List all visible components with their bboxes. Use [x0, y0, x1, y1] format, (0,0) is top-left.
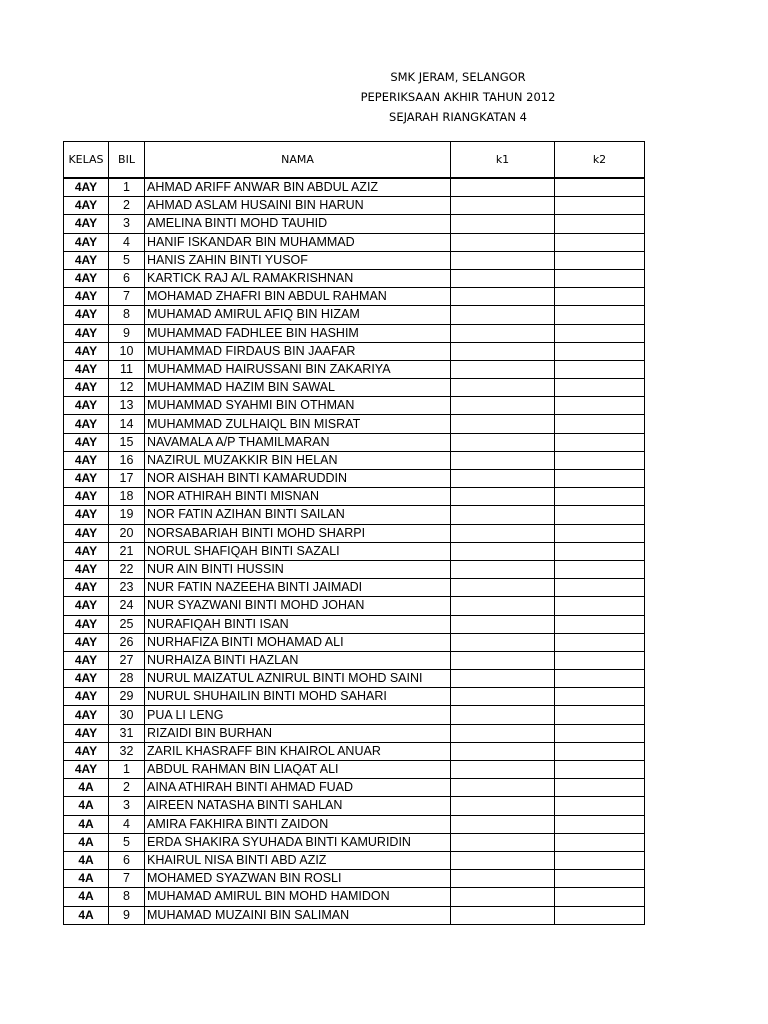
nama-cell: MUHAMMAD HAZIM BIN SAWAL — [145, 379, 451, 397]
k2-cell — [555, 233, 645, 251]
bil-cell: 9 — [109, 324, 145, 342]
k1-cell — [451, 178, 555, 197]
k1-cell — [451, 615, 555, 633]
k1-cell — [451, 269, 555, 287]
column-header-k2: k2 — [555, 142, 645, 179]
bil-cell: 20 — [109, 524, 145, 542]
bil-cell: 16 — [109, 451, 145, 469]
k1-cell — [451, 379, 555, 397]
k2-cell — [555, 779, 645, 797]
bil-cell: 8 — [109, 888, 145, 906]
k1-cell — [451, 761, 555, 779]
nama-cell: NOR ATHIRAH BINTI MISNAN — [145, 488, 451, 506]
bil-cell: 28 — [109, 670, 145, 688]
kelas-cell: 4A — [64, 815, 109, 833]
k2-cell — [555, 906, 645, 924]
k1-cell — [451, 542, 555, 560]
k2-cell — [555, 888, 645, 906]
nama-cell: ERDA SHAKIRA SYUHADA BINTI KAMURIDIN — [145, 833, 451, 851]
kelas-cell: 4AY — [64, 633, 109, 651]
bil-cell: 11 — [109, 360, 145, 378]
nama-cell: HANIS ZAHIN BINTI YUSOF — [145, 251, 451, 269]
kelas-cell: 4A — [64, 779, 109, 797]
kelas-cell: 4AY — [64, 178, 109, 197]
k1-cell — [451, 342, 555, 360]
kelas-cell: 4AY — [64, 488, 109, 506]
table-row — [64, 797, 645, 815]
bil-cell: 7 — [109, 288, 145, 306]
column-header-nama: NAMA — [145, 142, 451, 179]
table-header-row — [64, 142, 645, 179]
k1-cell — [451, 197, 555, 215]
table-row — [64, 724, 645, 742]
bil-cell: 9 — [109, 906, 145, 924]
nama-cell: RIZAIDI BIN BURHAN — [145, 724, 451, 742]
kelas-cell: 4AY — [64, 288, 109, 306]
kelas-cell: 4AY — [64, 470, 109, 488]
k2-cell — [555, 251, 645, 269]
table-row — [64, 251, 645, 269]
table-row — [64, 379, 645, 397]
nama-cell: MUHAMAD AMIRUL BIN MOHD HAMIDON — [145, 888, 451, 906]
table-row — [64, 324, 645, 342]
k2-cell — [555, 560, 645, 578]
bil-cell: 12 — [109, 379, 145, 397]
k2-cell — [555, 542, 645, 560]
k2-cell — [555, 306, 645, 324]
table-row — [64, 651, 645, 669]
nama-cell: MUHAMAD AMIRUL AFIQ BIN HIZAM — [145, 306, 451, 324]
bil-cell: 4 — [109, 233, 145, 251]
k1-cell — [451, 888, 555, 906]
table-row — [64, 506, 645, 524]
table-row — [64, 524, 645, 542]
bil-cell: 22 — [109, 560, 145, 578]
k1-cell — [451, 251, 555, 269]
k2-cell — [555, 433, 645, 451]
kelas-cell: 4AY — [64, 251, 109, 269]
nama-cell: MUHAMMAD FIRDAUS BIN JAAFAR — [145, 342, 451, 360]
k2-cell — [555, 269, 645, 287]
bil-cell: 14 — [109, 415, 145, 433]
table-row — [64, 597, 645, 615]
kelas-cell: 4AY — [64, 506, 109, 524]
kelas-cell: 4AY — [64, 542, 109, 560]
nama-cell: MUHAMMAD HAIRUSSANI BIN ZAKARIYA — [145, 360, 451, 378]
k1-cell — [451, 906, 555, 924]
k2-cell — [555, 324, 645, 342]
k2-cell — [555, 342, 645, 360]
k1-cell — [451, 815, 555, 833]
kelas-cell: 4A — [64, 906, 109, 924]
k2-cell — [555, 488, 645, 506]
nama-cell: NUR AIN BINTI HUSSIN — [145, 560, 451, 578]
table-row — [64, 488, 645, 506]
k1-cell — [451, 506, 555, 524]
k1-cell — [451, 360, 555, 378]
kelas-cell: 4A — [64, 888, 109, 906]
nama-cell: MUHAMAD MUZAINI BIN SALIMAN — [145, 906, 451, 924]
kelas-cell: 4AY — [64, 215, 109, 233]
kelas-cell: 4AY — [64, 233, 109, 251]
exam-title: PEPERIKSAAN AKHIR TAHUN 2012 — [360, 90, 556, 104]
kelas-cell: 4AY — [64, 197, 109, 215]
kelas-cell: 4AY — [64, 451, 109, 469]
kelas-cell: 4A — [64, 797, 109, 815]
kelas-cell: 4AY — [64, 761, 109, 779]
nama-cell: AHMAD ARIFF ANWAR BIN ABDUL AZIZ — [145, 178, 451, 197]
table-row — [64, 870, 645, 888]
kelas-cell: 4AY — [64, 269, 109, 287]
nama-cell: NUR FATIN NAZEEHA BINTI JAIMADI — [145, 579, 451, 597]
k1-cell — [451, 415, 555, 433]
k1-cell — [451, 288, 555, 306]
nama-cell: NAVAMALA A/P THAMILMARAN — [145, 433, 451, 451]
kelas-cell: 4AY — [64, 415, 109, 433]
nama-cell: NURHAFIZA BINTI MOHAMAD ALI — [145, 633, 451, 651]
k2-cell — [555, 415, 645, 433]
nama-cell: AHMAD ASLAM HUSAINI BIN HARUN — [145, 197, 451, 215]
kelas-cell: 4A — [64, 851, 109, 869]
kelas-cell: 4AY — [64, 342, 109, 360]
k1-cell — [451, 560, 555, 578]
k1-cell — [451, 779, 555, 797]
table-row — [64, 233, 645, 251]
bil-cell: 26 — [109, 633, 145, 651]
k2-cell — [555, 742, 645, 760]
nama-cell: MUHAMMAD SYAHMI BIN OTHMAN — [145, 397, 451, 415]
column-header-k1: k1 — [451, 142, 555, 179]
kelas-cell: 4AY — [64, 651, 109, 669]
bil-cell: 8 — [109, 306, 145, 324]
k2-cell — [555, 506, 645, 524]
table-row — [64, 178, 645, 197]
table-row — [64, 688, 645, 706]
table-row — [64, 433, 645, 451]
k1-cell — [451, 651, 555, 669]
bil-cell: 31 — [109, 724, 145, 742]
kelas-cell: 4AY — [64, 324, 109, 342]
k1-cell — [451, 488, 555, 506]
nama-cell: ABDUL RAHMAN BIN LIAQAT ALI — [145, 761, 451, 779]
k1-cell — [451, 524, 555, 542]
nama-cell: NURHAIZA BINTI HAZLAN — [145, 651, 451, 669]
k2-cell — [555, 870, 645, 888]
table-row — [64, 542, 645, 560]
table-row — [64, 451, 645, 469]
nama-cell: NURAFIQAH BINTI ISAN — [145, 615, 451, 633]
k1-cell — [451, 579, 555, 597]
bil-cell: 19 — [109, 506, 145, 524]
k1-cell — [451, 833, 555, 851]
k2-cell — [555, 379, 645, 397]
school-name: SMK JERAM, SELANGOR — [390, 70, 526, 84]
k2-cell — [555, 397, 645, 415]
bil-cell: 3 — [109, 797, 145, 815]
nama-cell: HANIF ISKANDAR BIN MUHAMMAD — [145, 233, 451, 251]
k2-cell — [555, 670, 645, 688]
k2-cell — [555, 815, 645, 833]
document-header — [300, 67, 616, 127]
k2-cell — [555, 597, 645, 615]
k2-cell — [555, 524, 645, 542]
nama-cell: KHAIRUL NISA BINTI ABD AZIZ — [145, 851, 451, 869]
k2-cell — [555, 797, 645, 815]
k1-cell — [451, 433, 555, 451]
k1-cell — [451, 742, 555, 760]
nama-cell: NOR FATIN AZIHAN BINTI SAILAN — [145, 506, 451, 524]
student-table — [63, 141, 645, 925]
table-row — [64, 742, 645, 760]
table-body — [64, 178, 645, 924]
k1-cell — [451, 451, 555, 469]
k2-cell — [555, 851, 645, 869]
table-row — [64, 470, 645, 488]
table-row — [64, 779, 645, 797]
nama-cell: AMELINA BINTI MOHD TAUHID — [145, 215, 451, 233]
k2-cell — [555, 688, 645, 706]
bil-cell: 1 — [109, 761, 145, 779]
table-row — [64, 833, 645, 851]
k1-cell — [451, 797, 555, 815]
bil-cell: 15 — [109, 433, 145, 451]
nama-cell: NOR AISHAH BINTI KAMARUDDIN — [145, 470, 451, 488]
table-row — [64, 215, 645, 233]
k1-cell — [451, 724, 555, 742]
kelas-cell: 4A — [64, 833, 109, 851]
nama-cell: PUA LI LENG — [145, 706, 451, 724]
table-row — [64, 306, 645, 324]
k2-cell — [555, 470, 645, 488]
table-row — [64, 579, 645, 597]
bil-cell: 3 — [109, 215, 145, 233]
table-row — [64, 815, 645, 833]
nama-cell: ZARIL KHASRAFF BIN KHAIROL ANUAR — [145, 742, 451, 760]
nama-cell: NUR SYAZWANI BINTI MOHD JOHAN — [145, 597, 451, 615]
bil-cell: 25 — [109, 615, 145, 633]
k2-cell — [555, 215, 645, 233]
k2-cell — [555, 706, 645, 724]
table-row — [64, 615, 645, 633]
kelas-cell: 4AY — [64, 670, 109, 688]
k1-cell — [451, 633, 555, 651]
table-row — [64, 288, 645, 306]
k1-cell — [451, 306, 555, 324]
k1-cell — [451, 470, 555, 488]
table-row — [64, 633, 645, 651]
k1-cell — [451, 670, 555, 688]
k2-cell — [555, 651, 645, 669]
k1-cell — [451, 324, 555, 342]
k2-cell — [555, 360, 645, 378]
table-row — [64, 342, 645, 360]
nama-cell: MUHAMMAD ZULHAIQL BIN MISRAT — [145, 415, 451, 433]
kelas-cell: 4AY — [64, 724, 109, 742]
kelas-cell: 4A — [64, 870, 109, 888]
nama-cell: NURUL MAIZATUL AZNIRUL BINTI MOHD SAINI — [145, 670, 451, 688]
bil-cell: 23 — [109, 579, 145, 597]
table-row — [64, 560, 645, 578]
bil-cell: 5 — [109, 833, 145, 851]
table-row — [64, 415, 645, 433]
bil-cell: 10 — [109, 342, 145, 360]
bil-cell: 4 — [109, 815, 145, 833]
nama-cell: NORUL SHAFIQAH BINTI SAZALI — [145, 542, 451, 560]
nama-cell: MUHAMMAD FADHLEE BIN HASHIM — [145, 324, 451, 342]
k2-cell — [555, 724, 645, 742]
bil-cell: 29 — [109, 688, 145, 706]
kelas-cell: 4AY — [64, 615, 109, 633]
k1-cell — [451, 706, 555, 724]
table-row — [64, 197, 645, 215]
bil-cell: 24 — [109, 597, 145, 615]
k1-cell — [451, 215, 555, 233]
k2-cell — [555, 615, 645, 633]
nama-cell: AMIRA FAKHIRA BINTI ZAIDON — [145, 815, 451, 833]
table-row — [64, 397, 645, 415]
kelas-cell: 4AY — [64, 306, 109, 324]
nama-cell: NORSABARIAH BINTI MOHD SHARPI — [145, 524, 451, 542]
k1-cell — [451, 233, 555, 251]
bil-cell: 21 — [109, 542, 145, 560]
nama-cell: AINA ATHIRAH BINTI AHMAD FUAD — [145, 779, 451, 797]
table-row — [64, 706, 645, 724]
table-row — [64, 888, 645, 906]
k2-cell — [555, 451, 645, 469]
k1-cell — [451, 688, 555, 706]
k2-cell — [555, 288, 645, 306]
k1-cell — [451, 597, 555, 615]
k2-cell — [555, 579, 645, 597]
subject-title: SEJARAH RIANGKATAN 4 — [389, 110, 527, 124]
kelas-cell: 4AY — [64, 597, 109, 615]
nama-cell: KARTICK RAJ A/L RAMAKRISHNAN — [145, 269, 451, 287]
kelas-cell: 4AY — [64, 524, 109, 542]
bil-cell: 30 — [109, 706, 145, 724]
k2-cell — [555, 833, 645, 851]
nama-cell: NAZIRUL MUZAKKIR BIN HELAN — [145, 451, 451, 469]
k1-cell — [451, 851, 555, 869]
bil-cell: 7 — [109, 870, 145, 888]
k1-cell — [451, 397, 555, 415]
table-row — [64, 269, 645, 287]
table-row — [64, 761, 645, 779]
table-row — [64, 906, 645, 924]
column-header-bil: BIL — [109, 142, 145, 179]
nama-cell: AIREEN NATASHA BINTI SAHLAN — [145, 797, 451, 815]
nama-cell: MOHAMED SYAZWAN BIN ROSLI — [145, 870, 451, 888]
bil-cell: 2 — [109, 779, 145, 797]
kelas-cell: 4AY — [64, 433, 109, 451]
kelas-cell: 4AY — [64, 360, 109, 378]
bil-cell: 18 — [109, 488, 145, 506]
bil-cell: 27 — [109, 651, 145, 669]
k1-cell — [451, 870, 555, 888]
bil-cell: 6 — [109, 851, 145, 869]
bil-cell: 13 — [109, 397, 145, 415]
kelas-cell: 4AY — [64, 379, 109, 397]
bil-cell: 5 — [109, 251, 145, 269]
kelas-cell: 4AY — [64, 397, 109, 415]
column-header-kelas: KELAS — [64, 142, 109, 179]
kelas-cell: 4AY — [64, 560, 109, 578]
kelas-cell: 4AY — [64, 688, 109, 706]
nama-cell: MOHAMAD ZHAFRI BIN ABDUL RAHMAN — [145, 288, 451, 306]
k2-cell — [555, 197, 645, 215]
k2-cell — [555, 633, 645, 651]
k2-cell — [555, 178, 645, 197]
k2-cell — [555, 761, 645, 779]
bil-cell: 32 — [109, 742, 145, 760]
bil-cell: 1 — [109, 178, 145, 197]
bil-cell: 6 — [109, 269, 145, 287]
table-row — [64, 851, 645, 869]
table-row — [64, 670, 645, 688]
kelas-cell: 4AY — [64, 742, 109, 760]
bil-cell: 2 — [109, 197, 145, 215]
kelas-cell: 4AY — [64, 706, 109, 724]
kelas-cell: 4AY — [64, 579, 109, 597]
table-row — [64, 360, 645, 378]
nama-cell: NURUL SHUHAILIN BINTI MOHD SAHARI — [145, 688, 451, 706]
bil-cell: 17 — [109, 470, 145, 488]
